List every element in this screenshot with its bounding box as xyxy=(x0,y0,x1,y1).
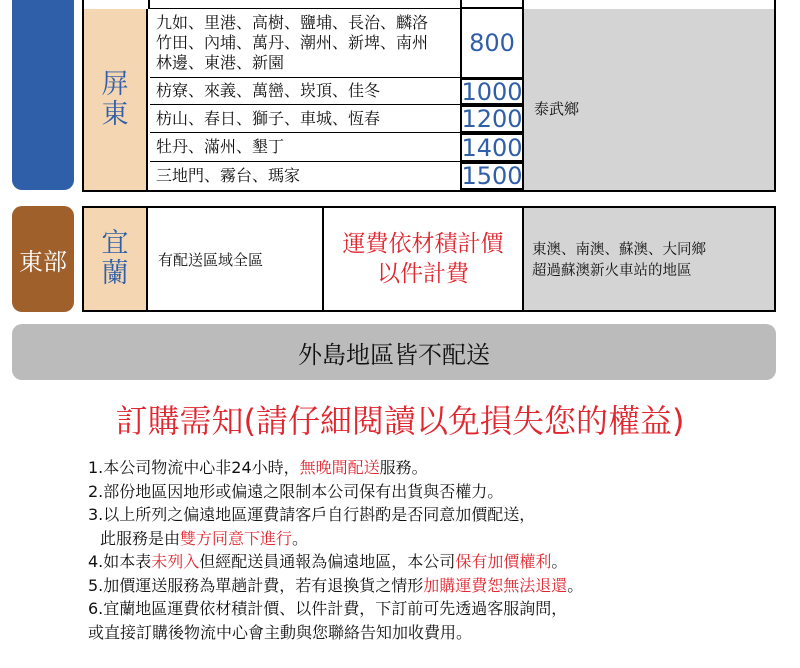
islands-banner xyxy=(12,324,776,380)
note-text: 此服務是由 xyxy=(100,528,181,548)
price-cell: 1200 xyxy=(461,105,523,133)
note-line: 或直接訂購後物流中心會主動與您聯絡告知加收費用。 xyxy=(88,622,473,642)
note-line xyxy=(88,550,768,574)
price-cell: 1400 xyxy=(461,133,523,162)
area-all: 有配送區域全區 xyxy=(150,208,324,310)
fee-line: 運費依材積計價 xyxy=(342,231,504,257)
east-region-tab xyxy=(12,206,74,312)
south-region-tab xyxy=(12,0,74,190)
county-char: 宜 xyxy=(101,228,129,259)
note-line: 3.以上所列之偏遠地區運費請客戶自行斟酌是否同意加價配送， xyxy=(88,505,536,524)
banner-text: 外島地區皆不配送 xyxy=(298,340,490,369)
price-cell: 1500 xyxy=(461,162,523,190)
note-line: 2.部份地區因地形或偏遠之限制本公司保有出貨與否權力。 xyxy=(88,481,504,501)
note-text: 。 xyxy=(292,528,309,548)
note-text: 1.本公司物流中心非24小時， xyxy=(88,458,300,477)
area-line: 九如、里港、高樹、鹽埔、長治、麟洛 xyxy=(156,13,429,32)
area-row: 三地門、霧台、瑪家 xyxy=(156,166,301,185)
area-row: 牡丹、滿州、墾丁 xyxy=(150,133,460,162)
area-line: 林邊、東港、新園 xyxy=(156,53,285,72)
note-text: 服務。 xyxy=(379,458,428,477)
area-line: 竹田、內埔、萬丹、潮州、新埤、南州 xyxy=(156,33,429,52)
fee-line: 以件計費 xyxy=(377,261,469,287)
note-line xyxy=(88,574,768,598)
price-cell: 1000 xyxy=(461,77,523,106)
county-pingtung xyxy=(84,9,148,190)
area-row: 枋山、春日、獅子、車城、恆春 xyxy=(150,105,460,133)
note-highlight: 加購運費恕無法退還 xyxy=(423,575,568,595)
note-line: 6.宜蘭地區運費依材積計價、以件計費，下訂前可先透過客服詢問， xyxy=(88,599,568,618)
note-text: 但經配送員通報為偏遠地區，本公司 xyxy=(199,552,456,571)
note-highlight: 未列入 xyxy=(151,552,200,571)
region-label: 東部 xyxy=(19,247,67,276)
county-yilan xyxy=(84,208,148,310)
note-highlight: 無晚間配送 xyxy=(299,458,380,477)
area-list xyxy=(150,9,460,78)
exception-line: 超過蘇澳新火車站的地區 xyxy=(532,263,692,279)
exception-text: 泰武鄉 xyxy=(534,100,580,118)
note-text: 4.如本表 xyxy=(88,552,152,571)
note-text: 。 xyxy=(551,552,568,571)
note-line xyxy=(88,456,768,480)
note-line xyxy=(88,527,768,551)
note-text: 5.加價運送服務為單趟計費，若有退換貨之情形 xyxy=(88,575,424,595)
note-text: 。 xyxy=(567,575,584,595)
order-title: 訂購需知(請仔細閱讀以免損失您的權益) xyxy=(115,402,685,440)
price-value: 800 xyxy=(469,29,515,57)
order-notes xyxy=(88,456,768,644)
fee-rule xyxy=(324,208,524,310)
note-highlight: 雙方同意下進行 xyxy=(180,528,293,548)
county-char: 東 xyxy=(101,98,129,130)
area-row: 枋寮、來義、萬巒、崁頂、佳冬 xyxy=(150,78,460,105)
exception-line: 東澳、南澳、蘇澳、大同鄉 xyxy=(532,242,706,258)
note-highlight: 保有加價權利 xyxy=(455,552,552,571)
county-char: 蘭 xyxy=(101,258,129,289)
price-cell xyxy=(460,9,524,78)
county-char: 屏 xyxy=(101,68,129,100)
exception-cell xyxy=(524,208,774,310)
